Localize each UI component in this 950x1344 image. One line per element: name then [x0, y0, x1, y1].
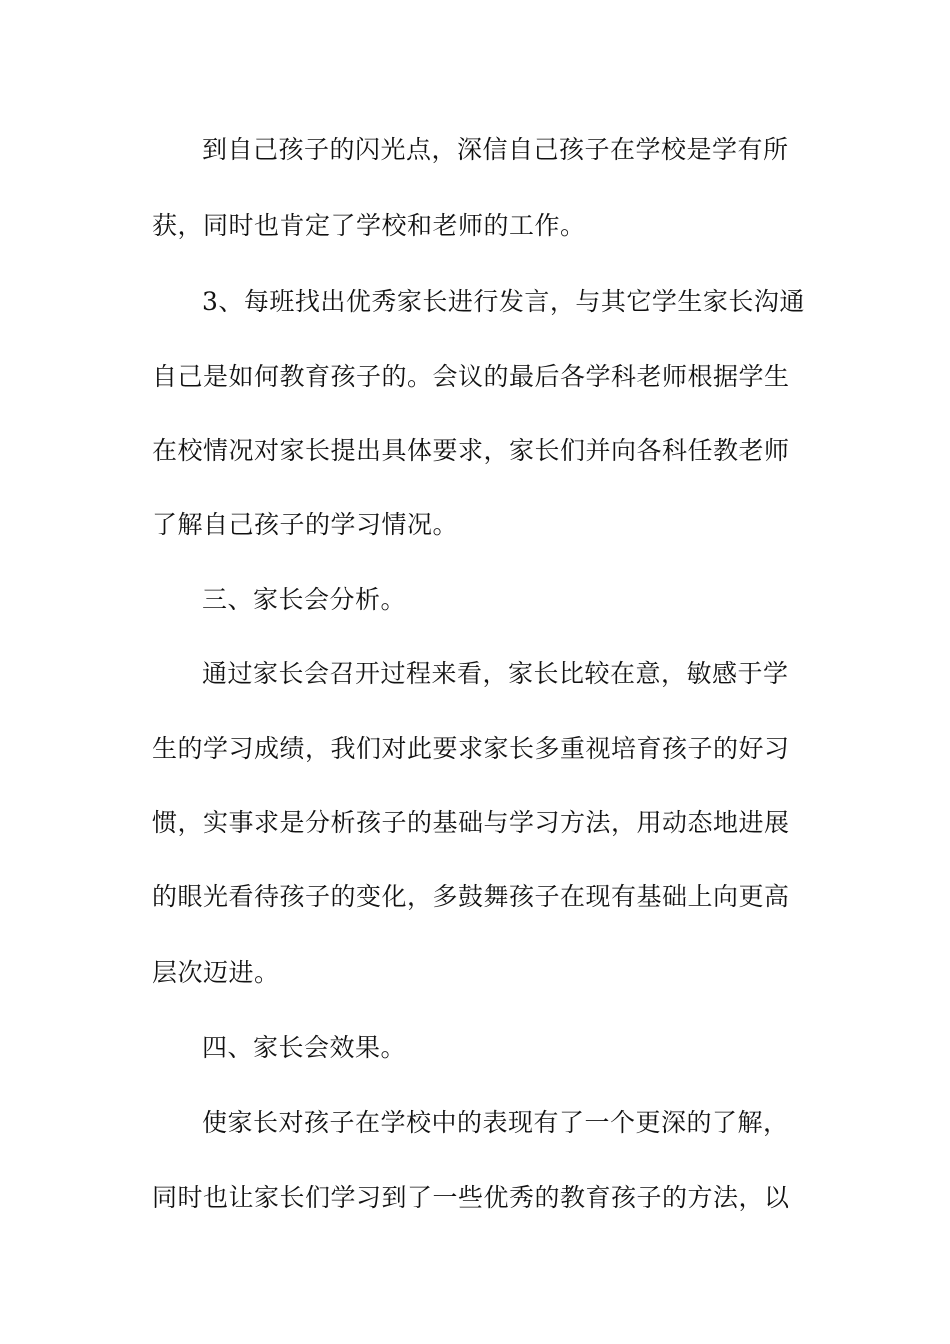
text-line: 自己是如何教育孩子的。会议的最后各学科老师根据学生 — [152, 362, 790, 391]
text-line: 生的学习成绩，我们对此要求家长多重视培育孩子的好习 — [152, 734, 790, 763]
text-line: 获，同时也肯定了学校和老师的工作。 — [152, 211, 586, 240]
text-line: 的眼光看待孩子的变化，多鼓舞孩子在现有基础上向更高 — [152, 882, 790, 911]
text-line: 3、每班找出优秀家长进行发言，与其它学生家长沟通 — [202, 287, 805, 316]
text-line: 使家长对孩子在学校中的表现有了一个更深的了解， — [202, 1108, 789, 1137]
text-line: 在校情况对家长提出具体要求，家长们并向各科任教老师 — [152, 436, 790, 465]
text-line: 同时也让家长们学习到了一些优秀的教育孩子的方法，以 — [152, 1183, 790, 1212]
section-heading: 四、家长会效果。 — [202, 1033, 407, 1062]
section-heading: 三、家长会分析。 — [202, 585, 407, 614]
text-line: 了解自己孩子的学习情况。 — [152, 510, 459, 539]
text-line: 通过家长会召开过程来看，家长比较在意，敏感于学 — [202, 659, 789, 688]
text-line: 惯，实事求是分析孩子的基础与学习方法，用动态地进展 — [152, 808, 790, 837]
text-line: 层次迈进。 — [152, 958, 280, 987]
text-line: 到自己孩子的闪光点，深信自己孩子在学校是学有所 — [202, 135, 789, 164]
